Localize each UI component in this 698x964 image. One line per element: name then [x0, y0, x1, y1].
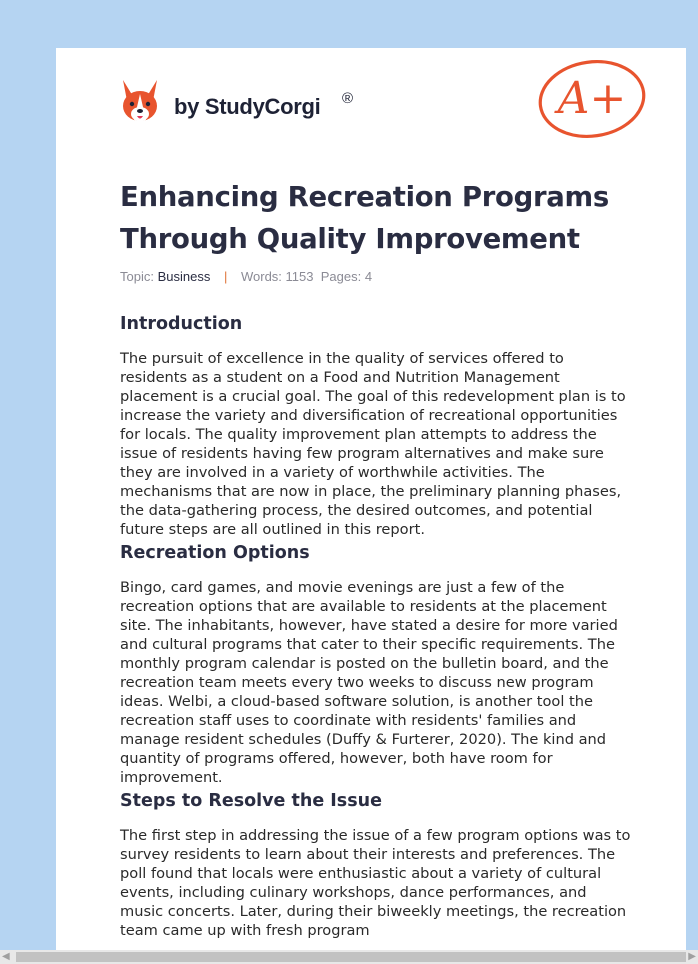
paper-title: Enhancing Recreation Programs Through Quality Improvement — [120, 181, 609, 255]
scrollbar-thumb[interactable] — [16, 952, 686, 962]
topic-label: Topic: — [120, 269, 154, 284]
grade-badge-icon — [536, 58, 648, 140]
registered-mark: ® — [342, 90, 354, 107]
section-heading: Introduction — [120, 314, 243, 334]
paper-content — [120, 312, 632, 940]
meta-separator: | — [223, 269, 228, 284]
section-body: The first step in addressing the issue of a few program options was to survey residents to learn about their interests and preferences. The poll found that locals were enthusiastic about a variety of cultural events, including culinary workshops, dance performances, and music concerts. Later, during their biweekly meetings, the recreation team came up with fresh program — [120, 827, 631, 939]
page-count: Pages: 4 — [320, 269, 373, 284]
section-introduction — [120, 312, 632, 539]
section-recreation-options — [120, 541, 632, 787]
word-count: Words: 1153 — [240, 269, 314, 284]
section-heading: Recreation Options — [120, 543, 310, 563]
document-page — [56, 48, 686, 958]
section-heading: Steps to Resolve the Issue — [120, 791, 382, 811]
scroll-left-icon[interactable]: ◀ — [2, 951, 10, 962]
section-body: The pursuit of excellence in the quality of services offered to residents as a student on a Food and Nutrition Management placement is a crucial goal. The goal of this redevelopment plan is to increase the variety and diversification of recreational opportunities for locals. The quality improvement plan attempts to address the issue of residents having few program alternatives and make sure they are involved in a variety of worthwhile activities. The mechanisms that are now in place, the preliminary planning phases, the data-gathering process, the desired outcomes, and potential future steps are all outlined in this report. — [120, 350, 626, 538]
brand-name[interactable]: by StudyCorgi — [174, 94, 321, 119]
section-steps — [120, 789, 632, 940]
topic-value[interactable]: Business — [157, 269, 211, 284]
scroll-right-icon[interactable]: ▶ — [688, 951, 696, 962]
section-body: Bingo, card games, and movie evenings are just a few of the recreation options that are available to residents at the placement site. The inhabitants, however, have stated a desire for more varied and cultural programs that cater to their specific requirements. The monthly program calendar is posted on the bulletin board, and the recreation team meets every two weeks to discuss new program ideas. Welbi, a cloud-based software solution, is another tool the recreation staff uses to coordinate with residents' families and manage resident schedules (Duffy & Furterer, 2020). The kind and quantity of programs offered, however, both have room for improvement. — [120, 579, 618, 786]
paper-meta — [120, 269, 372, 284]
horizontal-scrollbar[interactable] — [0, 950, 698, 964]
grade-badge-text: A+ — [557, 73, 627, 124]
